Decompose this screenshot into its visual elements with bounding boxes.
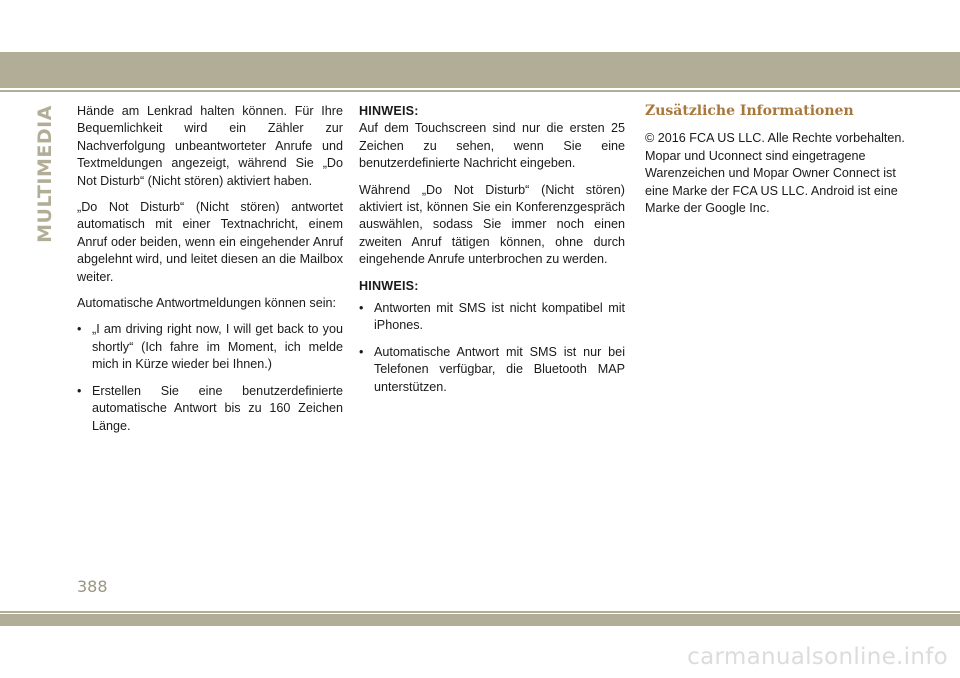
text-column-3 bbox=[645, 103, 911, 226]
header-band bbox=[0, 52, 960, 88]
paragraph: Auf dem Touchscreen sind nur die ersten 25 Zeichen zu sehen, wenn Sie eine benutzerdefinierte Nachricht eingeben. bbox=[359, 121, 625, 171]
watermark: carmanualsonline.info bbox=[687, 644, 948, 670]
side-label-text: MULTIMEDIA bbox=[34, 105, 56, 243]
paragraph: Während „Do Not Disturb“ (Nicht stören) aktiviert ist, können Sie ein Konferenzgespräch auswählen, sodass Sie immer noch einen zweiten Anruf tätigen können, ohne durch eingehende Anrufe unterbrochen zu werden. bbox=[359, 182, 625, 267]
bullet-item: • Automatische Antwort mit SMS ist nur bei Telefonen verfügbar, die Bluetooth MAP unterstützen. bbox=[359, 344, 625, 396]
footer-rule bbox=[0, 611, 960, 613]
footer-band bbox=[0, 614, 960, 626]
section-heading: Zusätzliche Informationen bbox=[645, 103, 854, 119]
paragraph: Hände am Lenkrad halten können. Für Ihre Bequemlichkeit wird ein Zähler zur Nachverfolgung unbeantworteter Anrufe und Textmeldungen angezeigt, während Sie „Do Not Disturb“ (Nicht stören) aktiviert haben. bbox=[77, 104, 343, 188]
text-column-2 bbox=[359, 103, 625, 405]
bullet-item: • Erstellen Sie eine benutzerdefinierte automatische Antwort bis zu 160 Zeichen Länge. bbox=[77, 383, 343, 435]
page-number: 388 bbox=[77, 577, 108, 596]
paragraph: © 2016 FCA US LLC. Alle Rechte vorbehalten. Mopar und Uconnect sind eingetragene Warenzeichen und Mopar Owner Connect ist eine Marke der FCA US LLC. Android ist eine Marke der Google Inc. bbox=[645, 131, 905, 216]
bullet-item: • „I am driving right now, I will get back to you shortly“ (Ich fahre im Moment, ich melde mich in Kürze wieder bei Ihnen.) bbox=[77, 321, 343, 373]
paragraph: „Do Not Disturb“ (Nicht stören) antwortet automatisch mit einer Textnachricht, einem Anruf oder beiden, wenn ein eingehender Anruf abgelehnt wird, und leitet diesen an die Mailbox weiter. bbox=[77, 200, 343, 284]
note-label: HINWEIS: bbox=[359, 104, 419, 118]
text-column-1 bbox=[77, 103, 343, 444]
header-rule bbox=[0, 90, 960, 92]
bullet-item: • Antworten mit SMS ist nicht kompatibel mit iPhones. bbox=[359, 300, 625, 335]
note-label: HINWEIS: bbox=[359, 278, 419, 293]
paragraph: Automatische Antwortmeldungen können sein: bbox=[77, 296, 337, 311]
section-side-label bbox=[35, 104, 55, 244]
